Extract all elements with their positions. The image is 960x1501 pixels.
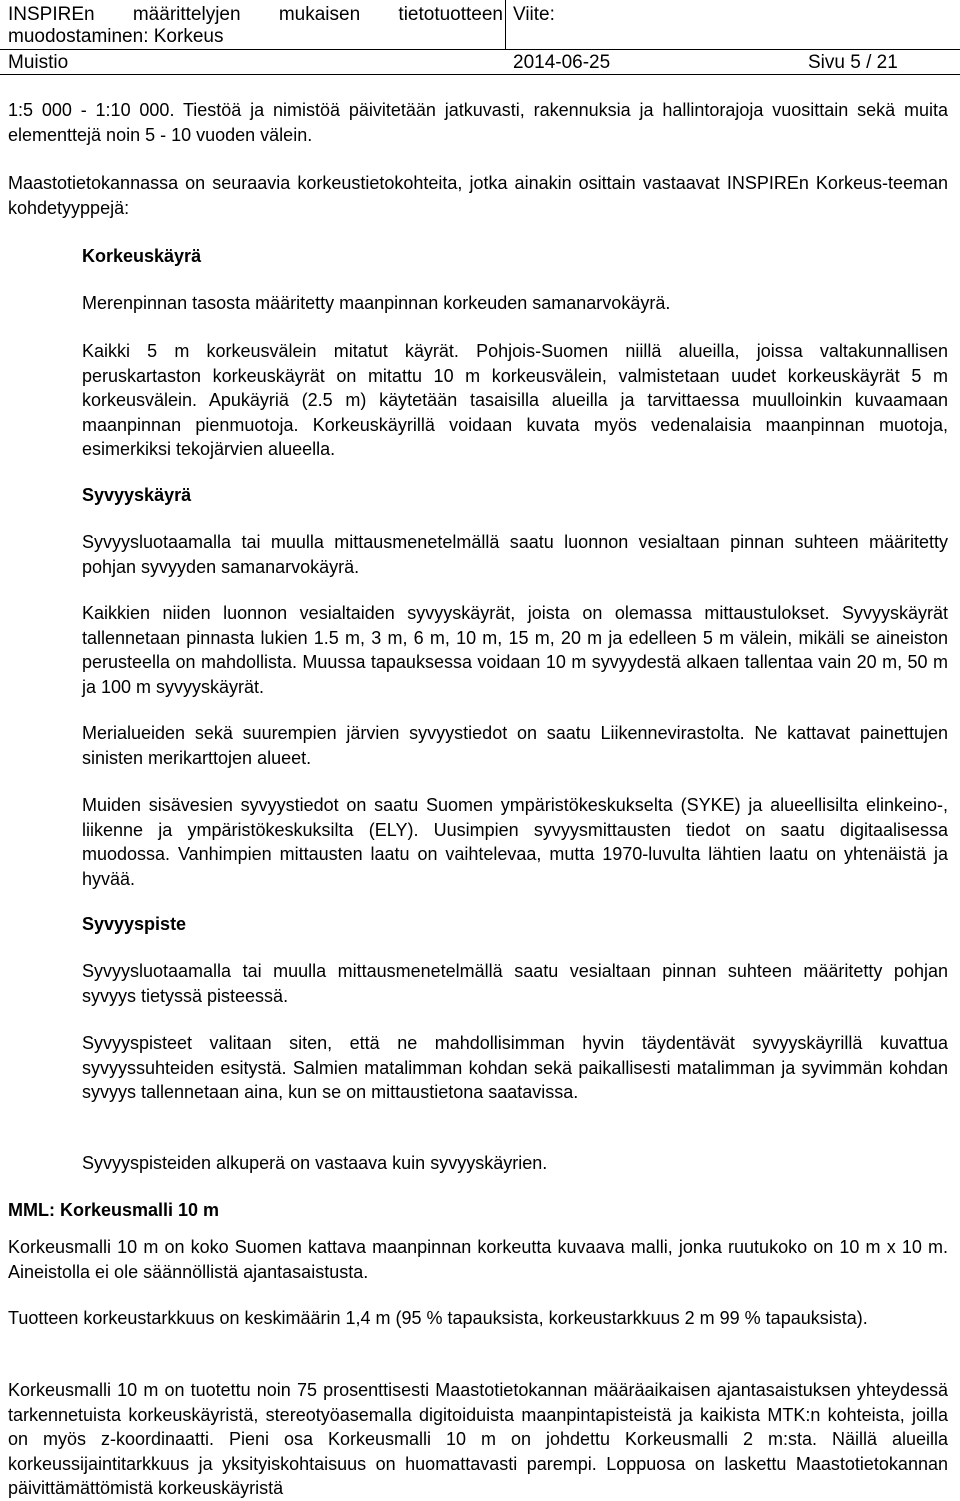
paragraph-syvyyskayra-details: Kaikkien niiden luonnon vesialtaiden syvyyskäyrät, joista on olemassa mittaustulokset. Syvyyskäyrät tallennetaan pinnasta lukien 1.5 m, 3 m, 6 m, 10 m, 15 m, 20 m ja edelleen 5 m välein, mikäli se aineiston perusteella on mahdollista. Muussa tapauksessa voidaan 10 m syvyydestä alkaen tallentaa vain 20 m, 50 m ja 100 m syvyyskäyrät. <box>82 603 948 697</box>
heading-syvyyspiste: Syvyyspiste <box>82 914 187 934</box>
paragraph-korkeuskayra-details: Kaikki 5 m korkeusvälein mitatut käyrät. Pohjois-Suomen niillä alueilla, joissa valtakunnallisen peruskartaston korkeuskäyrät on mitattu 10 m korkeusvälein, valmistetaan uudet korkeuskäyrät 5 m korkeusvälein. Apukäyriä (2.5 m) käytetään tasaisilla alueilla ja tarvittaessa muulloinkin kuvaamaan maanpinnan pienmuotoja. Korkeuskäyrillä voidaan kuvata myös vedenalaisia maanpinnan muotoja, esimerkiksi tekojärvien alueella. <box>82 341 948 459</box>
paragraph-intro: Maastotietokannassa on seuraavia korkeustietokohteita, jotka ainakin osittain vastaavat INSPIREn Korkeus-teeman kohdetyyppejä: <box>8 173 948 218</box>
reference-label: Viite: <box>513 4 555 25</box>
document-date: 2014-06-25 <box>513 52 611 73</box>
paragraph-korkeuskayra-definition: Merenpinnan tasosta määritetty maanpinnan korkeuden samanarvokäyrä. <box>82 293 671 313</box>
paragraph-syvyystiedot-sisavedet: Muiden sisävesien syvyystiedot on saatu Suomen ympäristökeskukselta (SYKE) ja alueellisilta elinkeino-, liikenne ja ympäristökeskuksilta (ELY). Uusimpien syvyysmittausten tiedot on saatu digitaalisessa muodossa. Vanhimpien mittausten laatu on vaihtelevaa, mutta 1970-luvulta lähtien laatu on yhtenäistä ja hyvää. <box>82 795 948 889</box>
heading-korkeuskayra: Korkeuskäyrä <box>82 246 202 266</box>
paragraph-syvyyspiste-origin: Syvyyspisteiden alkuperä on vastaava kuin syvyyskäyrien. <box>82 1153 548 1173</box>
document-title <box>8 4 503 48</box>
paragraph-update-cycle: 1:5 000 - 1:10 000. Tiestöä ja nimistöä päivitetään jatkuvasti, rakennuksia ja hallintorajoja vuosittain sekä muita elementtejä noin 5 - 10 vuoden välein. <box>8 100 948 145</box>
paragraph-syvyyspiste-definition: Syvyysluotaamalla tai muulla mittausmenetelmällä saatu vesialtaan pinnan suhteen määritetty pohjan syvyys tietyssä pisteessä. <box>82 961 948 1006</box>
heading-syvyyskayra: Syvyyskäyrä <box>82 485 192 505</box>
heading-mml-korkeusmalli: MML: Korkeusmalli 10 m <box>8 1200 220 1220</box>
document-title-line-1: INSPIREn määrittelyjen mukaisen tietotuotteen <box>8 4 503 25</box>
paragraph-korkeusmalli-accuracy: Tuotteen korkeustarkkuus on keskimäärin 1,4 m (95 % tapauksista, korkeustarkkuus 2 m 99 % tapauksista). <box>8 1308 868 1328</box>
paragraph-syvyyskayra-definition: Syvyysluotaamalla tai muulla mittausmenetelmällä saatu luonnon vesialtaan pinnan suhteen määritetty pohjan syvyyden samanarvokäyrä. <box>82 532 948 577</box>
paragraph-syvyystiedot-meri: Merialueiden sekä suurempien järvien syvyystiedot on saatu Liikennevirastolta. Ne kattavat painettujen sinisten merikarttojen alueet. <box>82 723 948 768</box>
document-type: Muistio <box>8 52 69 73</box>
header-divider-bottom <box>0 74 960 75</box>
header-divider-vertical <box>505 0 506 49</box>
header-divider-middle <box>0 49 960 50</box>
document-title-line-2: muodostaminen: Korkeus <box>8 26 224 47</box>
paragraph-korkeusmalli-production: Korkeusmalli 10 m on tuotettu noin 75 prosenttisesti Maastotietokannan määräaikaisen ajantasaistuksen yhteydessä tarkennetuista korkeuskäyristä, stereotyöasemalla digitoiduista maanpintapisteistä ja kaikista MTK:n kohteista, joilla on myös z-koordinaatti. Pieni osa Korkeusmalli 10 m on johdettu Korkeusmalli 2 m:sta. Näillä alueilla korkeussijaintitarkkuus ja yksityiskohtaisuus on huomattavasti parempi. Loppuosa on laskettu Maastotietokannan päivittämättömistä korkeuskäyristä <box>8 1380 948 1498</box>
page-number: Sivu 5 / 21 <box>808 52 898 73</box>
paragraph-syvyyspiste-details: Syvyyspisteet valitaan siten, että ne mahdollisimman hyvin täydentävät syvyyskäyrillä kuvattua syvyyssuhteiden esitystä. Salmien matalimman kohdan sekä paikallisesti matalimman ja syvimmän kohdan syvyys tallennetaan aina, kun se on mittaustietona saatavissa. <box>82 1033 948 1102</box>
page-header <box>0 0 960 76</box>
paragraph-korkeusmalli-definition: Korkeusmalli 10 m on koko Suomen kattava maanpinnan korkeutta kuvaava malli, jonka ruutukoko on 10 m x 10 m. Aineistolla ei ole säännöllistä ajantasaistusta. <box>8 1237 948 1282</box>
